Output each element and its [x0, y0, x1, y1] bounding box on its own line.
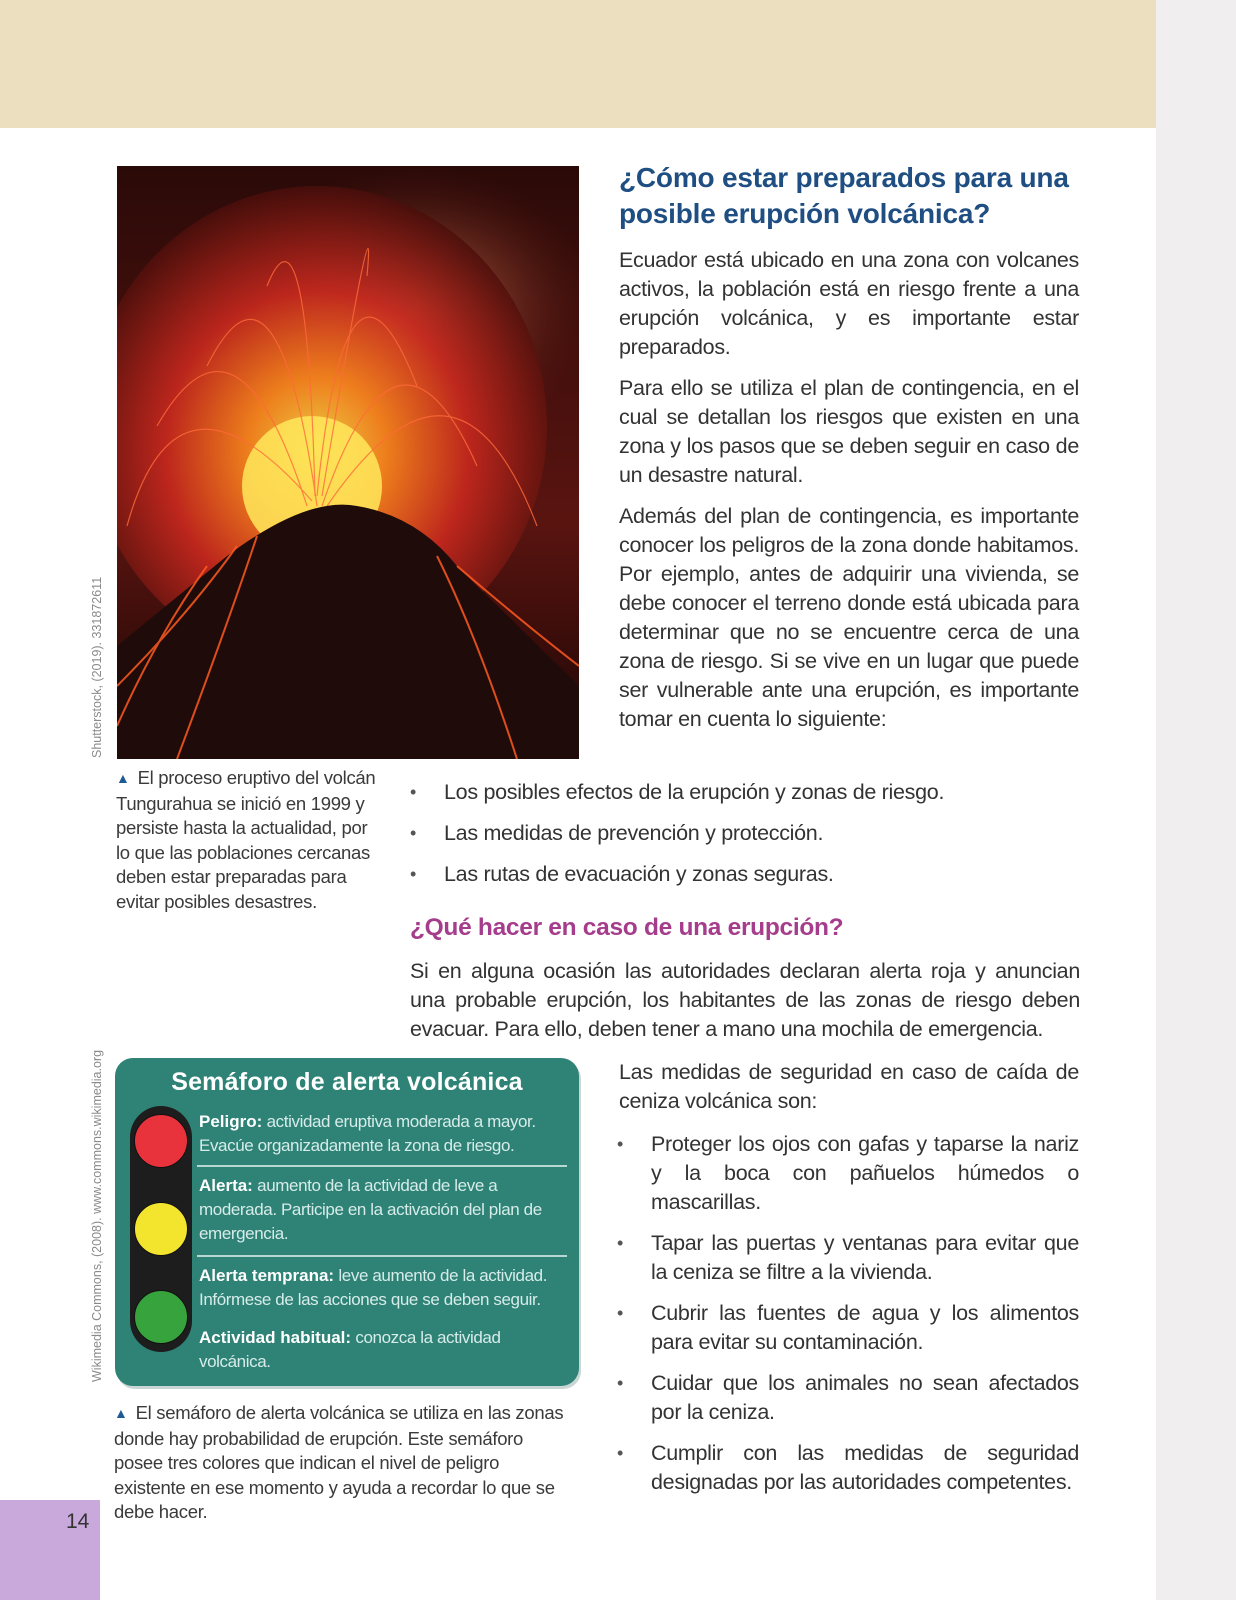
caption-triangle-icon: ▲	[116, 770, 130, 786]
alert-level-text: conozca la actividad volcánica.	[199, 1328, 501, 1371]
semaforo-caption	[114, 1401, 569, 1525]
alert-level-label: Actividad habitual:	[199, 1328, 352, 1347]
list-item: • Cubrir las fuentes de agua y los alimentos para evitar su contaminación.	[617, 1299, 1079, 1357]
paragraph-evacuation: Si en alguna ocasión las autoridades declaran alerta roja y anuncian una probable erupción, los habitantes de las zonas de riesgo deben evacuar. Para ello, deben tener a mano una mochila de emergencia.	[410, 959, 1080, 1041]
volcanic-alert-traffic-light-box	[115, 1058, 579, 1386]
semaforo-title: Semáforo de alerta volcánica	[171, 1068, 523, 1096]
photo-credit: Shutterstock, (2019). 331872611	[90, 576, 104, 758]
considerations-list	[410, 778, 990, 901]
list-item: • Cuidar que los animales no sean afectados por la ceniza.	[617, 1369, 1079, 1427]
alert-level-label: Alerta:	[199, 1176, 253, 1195]
page-number: 14	[66, 1510, 90, 1533]
alert-level-label: Peligro:	[199, 1112, 263, 1131]
paragraph-ecuador: Ecuador está ubicado en una zona con volcanes activos, la población está en riesgo frente a una erupción volcánica, y es importante estar preparados.	[619, 248, 1079, 359]
alert-level-text: actividad eruptiva moderada a mayor. Evacúe organizadamente la zona de riesgo.	[199, 1112, 536, 1155]
header-band	[0, 0, 1156, 128]
alert-level-text: leve aumento de la actividad. Infórmese de las acciones que se deben seguir.	[199, 1266, 548, 1309]
list-item: • Los posibles efectos de la erupción y zonas de riesgo.	[410, 778, 990, 807]
alert-level-alerta	[199, 1174, 565, 1246]
alert-level-text: aumento de la actividad de leve a moderada. Participe en la activación del plan de emergencia.	[199, 1176, 542, 1243]
divider	[197, 1165, 567, 1167]
section-heading-eruption: ¿Qué hacer en caso de una erupción?	[410, 914, 844, 941]
list-item: • Cumplir con las medidas de seguridad designadas por las autoridades competentes.	[617, 1439, 1079, 1497]
paragraph-contingency-plan: Para ello se utiliza el plan de contingencia, en el cual se detallan los riesgos que existen en una zona y los pasos que se deben seguir en caso de un desastre natural.	[619, 376, 1079, 487]
section-heading-preparation: ¿Cómo estar preparados para una posible erupción volcánica?	[619, 162, 1069, 229]
list-item: • Las rutas de evacuación y zonas seguras.	[410, 860, 990, 889]
list-item: • Las medidas de prevención y protección.	[410, 819, 990, 848]
traffic-light-icon	[130, 1106, 192, 1352]
alert-level-actividad-habitual	[199, 1326, 565, 1374]
alert-level-peligro	[199, 1110, 565, 1158]
semaforo-credit: Wikimedia Commons, (2008). www.commons.wikimedia.org	[90, 1049, 104, 1382]
list-item: • Tapar las puertas y ventanas para evitar que la ceniza se filtre a la vivienda.	[617, 1229, 1079, 1287]
semaforo-caption-text: El semáforo de alerta volcánica se utiliza en las zonas donde hay probabilidad de erupción. Este semáforo posee tres colores que indican el nivel de peligro existente en ese momento y ayuda a recordar lo que se debe hacer.	[114, 1402, 564, 1522]
photo-caption-text: El proceso eruptivo del volcán Tungurahua se inició en 1999 y persiste hasta la actualidad, por lo que las poblaciones cercanas deben estar preparadas para evitar posibles desastres.	[116, 767, 376, 912]
photo-caption	[116, 766, 381, 914]
red-light-icon	[134, 1114, 188, 1168]
yellow-light-icon	[134, 1202, 188, 1256]
paragraph-zone-dangers: Además del plan de contingencia, es importante conocer los peligros de la zona donde habitamos. Por ejemplo, antes de adquirir una vivienda, se debe conocer el terreno donde está ubicada para determinar que no se encuentre cerca de una zona de riesgo. Si se vive en un lugar que puede ser vulnerable ante una erupción, es importante tomar en cuenta lo siguiente:	[619, 504, 1079, 731]
divider	[197, 1255, 567, 1257]
paragraph-ash-measures-intro: Las medidas de seguridad en caso de caída de ceniza volcánica son:	[619, 1060, 1079, 1113]
green-light-icon	[134, 1290, 188, 1344]
ash-measures-list	[617, 1130, 1079, 1509]
volcano-eruption-photo	[117, 166, 579, 759]
volcano-eruption-illustration	[117, 166, 579, 759]
list-item: • Proteger los ojos con gafas y taparse la nariz y la boca con pañuelos húmedos o mascarillas.	[617, 1130, 1079, 1217]
alert-level-label: Alerta temprana:	[199, 1266, 335, 1285]
alert-level-alerta-temprana	[199, 1264, 565, 1312]
caption-triangle-icon: ▲	[114, 1405, 128, 1421]
